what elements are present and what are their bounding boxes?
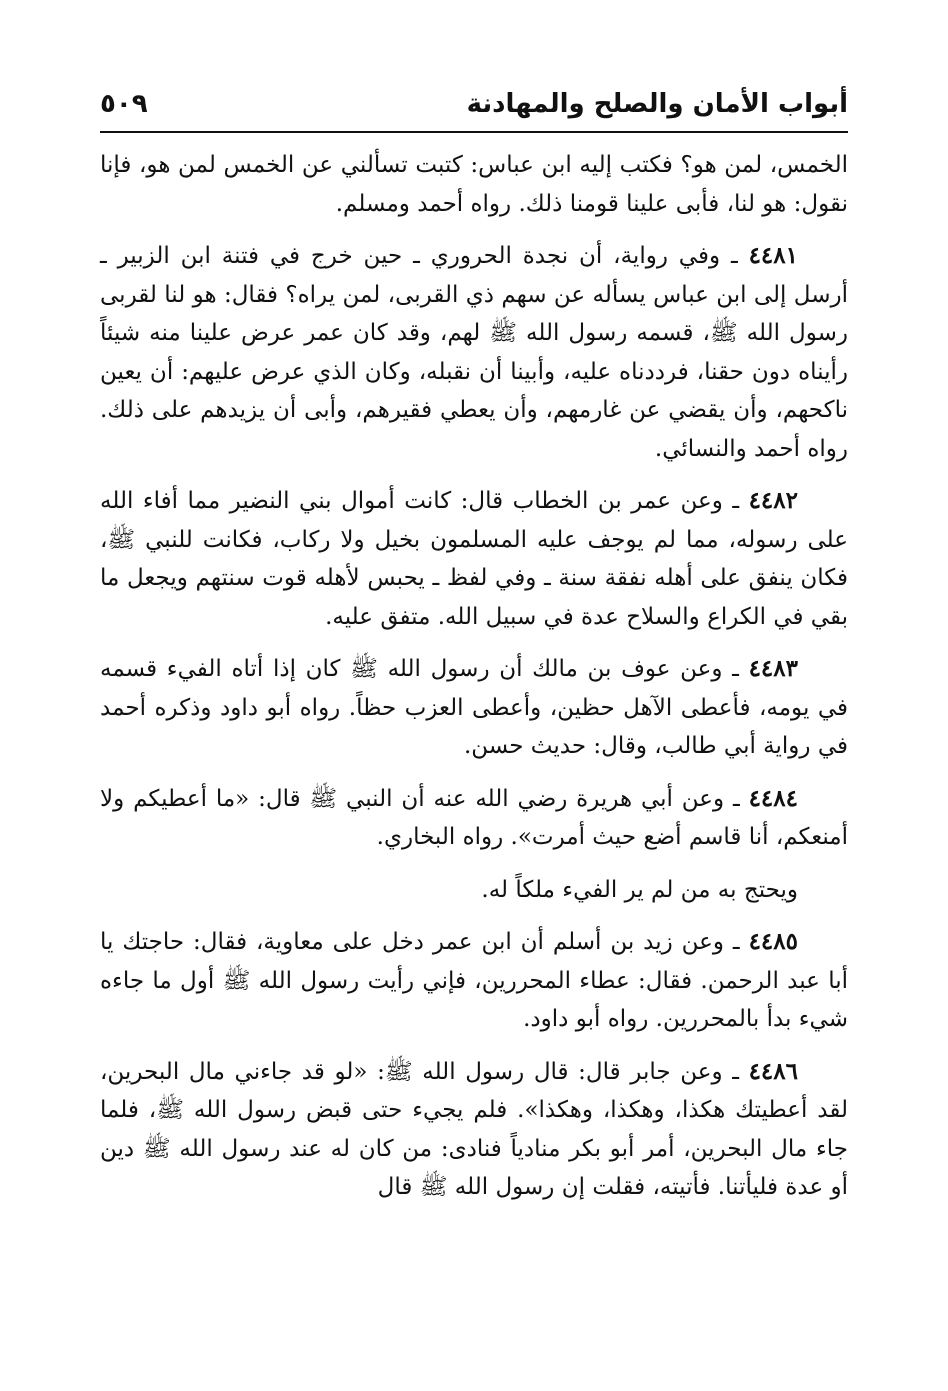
page-number: ٥٠٩ (100, 89, 148, 119)
paragraph-continuation (100, 146, 848, 223)
hadith-number: ٤٤٨١ (748, 242, 798, 269)
hadith-number: ٤٤٨٤ (748, 784, 798, 812)
hadith-text: ـ وعن عمر بن الخطاب قال: كانت أموال بني النضير مما أفاء الله على رسوله، مما لم يوجف عليه المسلمون بخيل ولا ركاب، فكانت للنبي ﷺ، فكان ينفق على أهله نفقة سنة ـ وفي لفظ ـ يحبس لأهله قوت سنتهم ويجعل ما بقي في الكراع والسلاح عدة في سبيل الله. متفق عليه. (100, 488, 848, 630)
hadith-4482 (100, 482, 848, 636)
hadith-4486 (100, 1053, 848, 1207)
hadith-4484 (100, 780, 848, 857)
hadith-4481 (100, 237, 848, 468)
hadith-text: ـ وعن أبي هريرة رضي الله عنه أن النبي ﷺ قال: «ما أعطيكم ولا أمنعكم، أنا قاسم أضع حيث أمرت». رواه البخاري. (100, 785, 848, 850)
paragraph-text: الخمس، لمن هو؟ فكتب إليه ابن عباس: كتبت تسألني عن الخمس لمن هو، فإنا نقول: هو لنا، فأبى علينا قومنا ذلك. رواه أحمد ومسلم. (100, 152, 848, 217)
hadith-number: ٤٤٨٣ (748, 655, 798, 682)
hadith-4483 (100, 650, 848, 766)
hadith-number: ٤٤٨٦ (748, 1057, 798, 1085)
hadith-number: ٤٤٨٢ (748, 487, 798, 514)
header-rule (100, 131, 848, 133)
hadith-4485 (100, 923, 848, 1039)
page-body (100, 146, 848, 1207)
running-title: أبواب الأمان والصلح والمهادنة (466, 89, 848, 119)
hadith-number: ٤٤٨٥ (748, 928, 798, 955)
hadith-text: ـ وعن زيد بن أسلم أن ابن عمر دخل على معاوية، فقال: حاجتك يا أبا عبد الرحمن. فقال: عطاء المحررين، فإني رأيت رسول الله ﷺ أول ما جاءه شيء بدأ بالمحررين. رواه أبو داود. (100, 929, 848, 1032)
hadith-text: ـ وعن عوف بن مالك أن رسول الله ﷺ كان إذا أتاه الفيء قسمه في يومه، فأعطى الآهل حظين، وأعطى العزب حظاً. رواه أبو داود وذكره أحمد في رواية أبي طالب، وقال: حديث حسن. (100, 656, 848, 759)
hadith-text: ـ وعن جابر قال: قال رسول الله ﷺ: «لو قد جاءني مال البحرين، لقد أعطيتك هكذا، وهكذا، وهكذا». فلم يجيء حتى قبض رسول الله ﷺ، فلما جاء مال البحرين، أمر أبو بكر منادياً فنادى: من كان له عند رسول الله ﷺ دين أو عدة فليأتنا. فأتيته، فقلت إن رسول الله ﷺ قال (100, 1058, 848, 1200)
paragraph-text: ويحتج به من لم ير الفيء ملكاً له. (481, 876, 798, 903)
page-header (100, 80, 848, 124)
hadith-text: ـ وفي رواية، أن نجدة الحروري ـ حين خرج في فتنة ابن الزبير ـ أرسل إلى ابن عباس يسأله عن سهم ذي القربى، لمن يراه؟ فقال: هو لنا لقربى رسول الله ﷺ، قسمه رسول الله ﷺ لهم، وقد كان عمر عرض علينا منه شيئاً رأيناه دون حقنا، فرددناه عليه، وأبينا أن نقبله، وكان الذي عرض عليهم: أن يعين ناكحهم، وأن يقضي عن غارمهم، وأن يعطي فقيرهم، وأبى أن يزيدهم على ذلك. رواه أحمد والنسائي. (100, 243, 848, 462)
author-note (100, 871, 848, 910)
